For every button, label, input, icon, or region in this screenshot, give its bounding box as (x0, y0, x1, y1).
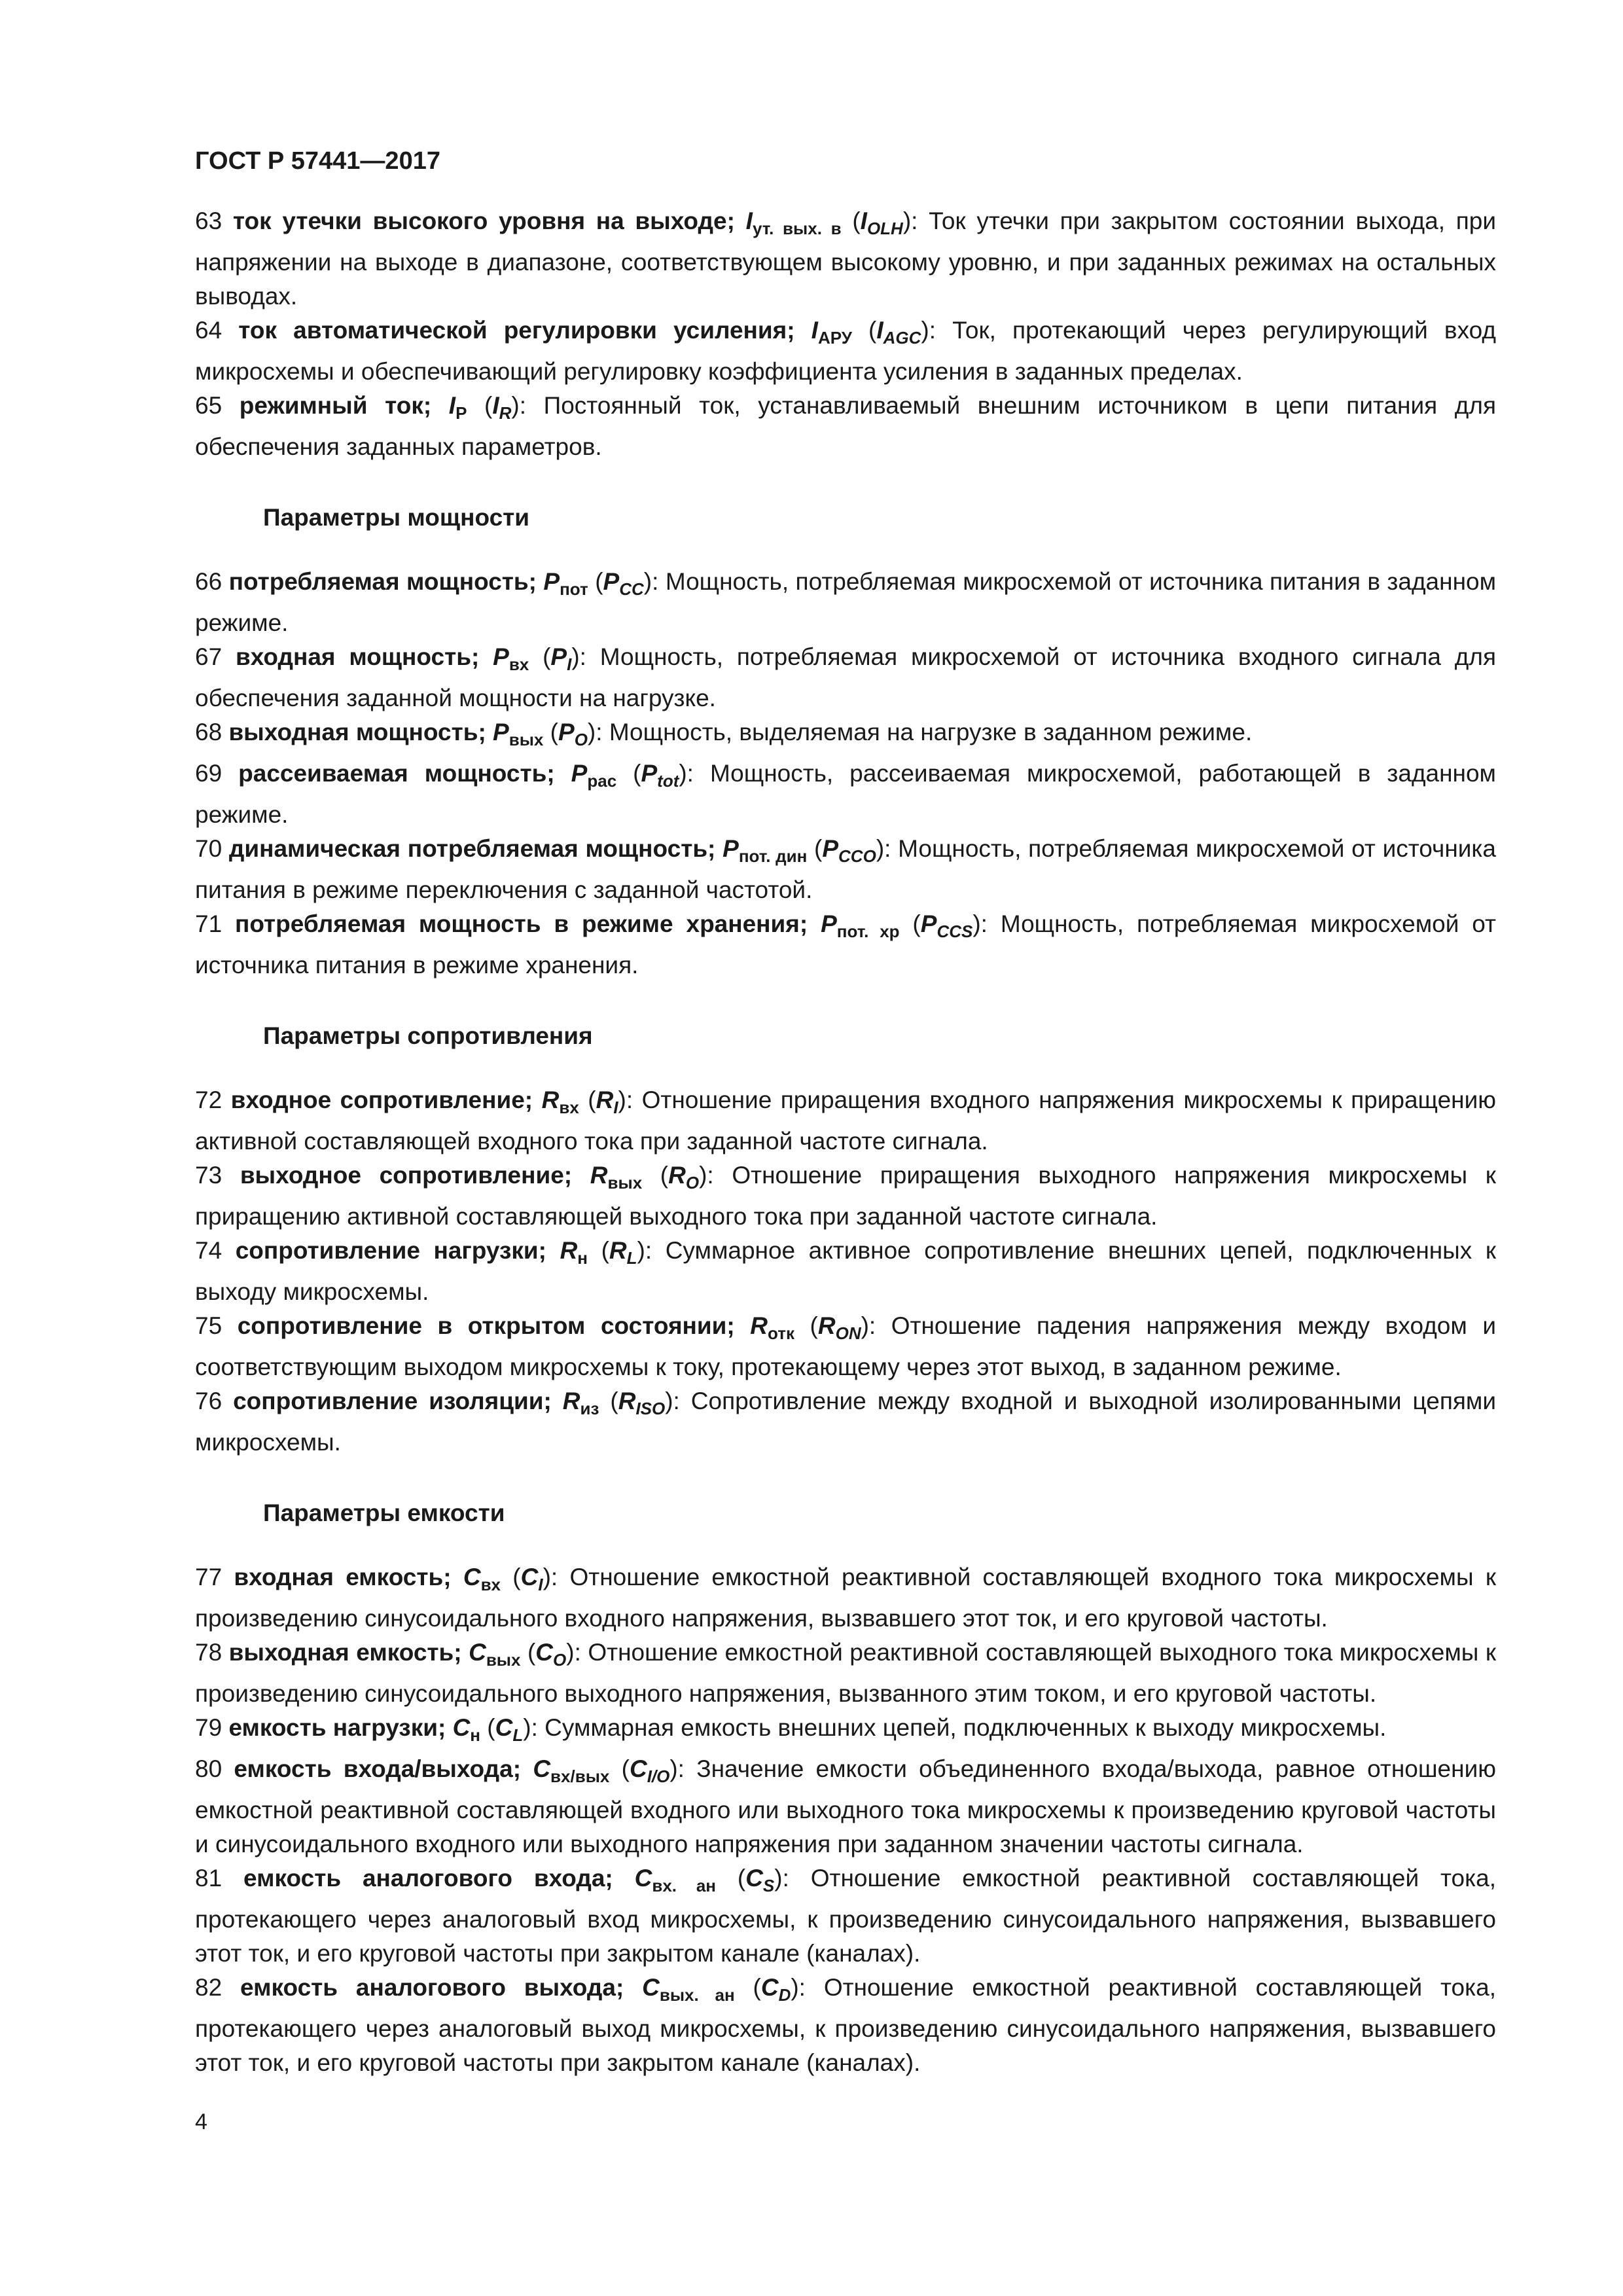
term-symbol: C (634, 1865, 652, 1892)
term-entry: 80 емкость входа/выхода; $C_{вх/вых}$ $(C_{I/O})$: Значение емкости объединенного входа/выхода, равное отношению емкостной реактивной составляющей входного или выходного тока микросхемы к произведению круговой частоты и синусоидального входного или выходного напряжения при заданном значении частоты сигнала. (195, 1755, 1496, 1857)
term-name: сопротивление нагрузки; (235, 1237, 546, 1264)
term-alt-subscript: O (574, 730, 588, 749)
term-name: емкость входа/выхода; (234, 1755, 522, 1782)
term-number: 78 (195, 1639, 223, 1666)
term-definition: Мощность, потребляемая микросхемой от источника питания в режиме хранения. (195, 910, 1496, 978)
term-entry: 82 емкость аналогового выхода; $C_{вых. ан}$ $(C_D)$: Отношение емкостной реактивной составляющей тока, протекающего через аналоговый выход микросхемы, к произведению синусоидального напряжения, вызвавшего этот ток, и его круговой частоты при закрытом канале (каналах). (195, 1974, 1496, 2076)
term-symbol-subscript: пот. хр (836, 922, 900, 941)
term-name: сопротивление в открытом состоянии; (237, 1312, 735, 1339)
term-alt-symbol: R (618, 1388, 636, 1414)
term-symbol-subscript: н (577, 1248, 588, 1268)
term-name: динамическая потребляемая мощность; (228, 835, 716, 862)
term-alt-subscript: tot (657, 771, 679, 791)
term-entry: 63 ток утечки высокого уровня на выходе; $I_{ут. вых. в}$ $(I_{OLH})$: Ток утечки при закрытом состоянии выхода, при напряжении на выходе в диапазоне, соответствующем высокому уровню, и при заданных режимах на остальных выводах. (195, 207, 1496, 310)
term-alt-subscript: I (567, 655, 572, 674)
term-entry: 77 входная емкость; $C_{вх}$ $(C_I)$: Отношение емкостной реактивной составляющей входного тока микросхемы к произведению синусоидального входного напряжения, вызвавшего этот ток, и его круговой частоты. (195, 1564, 1497, 1632)
term-definition: Отношение емкостной реактивной составляющей выходного тока микросхемы к произведению синусоидального выходного напряжения, вызванного этим током, и его круговой частоты. (195, 1639, 1497, 1707)
term-entry: 78 выходная емкость; $C_{вых}$ $(C_O)$: Отношение емкостной реактивной составляющей выходного тока микросхемы к произведению синусоидального выходного напряжения, вызванного этим током, и его круговой частоты. (195, 1639, 1497, 1707)
term-definition: Суммарное активное сопротивление внешних цепей, подключенных к выходу микросхемы. (195, 1237, 1497, 1305)
term-entry: 76 сопротивление изоляции; $R_{из}$ $(R_{ISO})$: Сопротивление между входной и выходной изолированными цепями микросхемы. (195, 1388, 1496, 1456)
term-name: ток автоматической регулировки усиления; (238, 317, 795, 344)
term-symbol: C (469, 1639, 486, 1666)
term-alt-symbol: P (603, 568, 620, 595)
term-symbol: C (533, 1755, 551, 1782)
term-name: ток утечки высокого уровня на выходе; (232, 207, 735, 234)
term-symbol-subscript: вх (559, 1098, 579, 1117)
term-alt-symbol: I (492, 392, 499, 419)
term-symbol-subscript: ут. вых. в (752, 219, 842, 238)
term-symbol-subscript: вых (486, 1650, 521, 1670)
term-entry: 66 потребляемая мощность; $P_{пот}$ $(P_{CC})$: Мощность, потребляемая микросхемой от источника питания в заданном режиме. (195, 568, 1497, 636)
term-symbol: C (452, 1714, 471, 1741)
term-alt-subscript: L (512, 1725, 524, 1745)
term-entry: 67 входная мощность; $P_{вх}$ $(P_I)$: Мощность, потребляемая микросхемой от источника входного сигнала для обеспечения заданной мощности на нагрузке. (195, 643, 1496, 711)
term-symbol: P (493, 643, 509, 670)
term-symbol: P (821, 910, 837, 937)
term-alt-symbol: P (550, 643, 567, 670)
document-header: ГОСТ Р 57441—2017 (195, 147, 440, 175)
term-number: 71 (195, 910, 223, 937)
term-name: входное сопротивление; (230, 1086, 533, 1113)
term-symbol-subscript: отк (768, 1323, 794, 1343)
term-number: 81 (195, 1865, 223, 1892)
term-number: 64 (195, 317, 223, 344)
term-definition: Мощность, потребляемая микросхемой от источника питания в заданном режиме. (195, 568, 1497, 636)
term-alt-subscript: D (778, 1985, 791, 2005)
term-name: емкость нагрузки; (228, 1714, 446, 1741)
term-alt-subscript: S (762, 1876, 775, 1895)
term-alt-symbol: R (817, 1312, 836, 1339)
term-definition: Ток, протекающий через регулирующий вход микросхемы и обеспечивающий регулировку коэффициента усиления в заданных пределах. (195, 317, 1497, 385)
term-definition: Отношение приращения входного напряжения микросхемы к приращению активной составляющей входного тока при заданной частоте сигнала. (195, 1086, 1497, 1155)
term-definition: Ток утечки при закрытом состоянии выхода, при напряжении на выходе в диапазоне, соответствующем высокому уровню, и при заданных режимах на остальных выводах. (195, 207, 1496, 310)
term-number: 63 (195, 207, 223, 234)
term-symbol: R (750, 1312, 768, 1339)
term-symbol: P (571, 760, 588, 787)
term-alt-symbol: I (860, 207, 867, 234)
term-number: 68 (195, 719, 223, 745)
term-symbol: I (745, 207, 753, 234)
term-entry: 65 режимный ток; $I_Р$ $(I_R)$: Постоянный ток, устанавливаемый внешним источником в цепи питания для обеспечения заданных параметров. (195, 392, 1496, 460)
term-alt-symbol: P (822, 835, 839, 862)
term-definition: Отношение приращения выходного напряжения микросхемы к приращению активной составляющей выходного тока при заданной частоте сигнала. (195, 1162, 1496, 1230)
term-definition: Постоянный ток, устанавливаемый внешним источником в цепи питания для обеспечения заданных параметров. (195, 392, 1496, 460)
term-number: 77 (195, 1564, 223, 1590)
term-alt-subscript: L (626, 1248, 637, 1268)
term-symbol: R (541, 1086, 560, 1113)
term-alt-subscript: AGC (883, 328, 921, 348)
term-symbol: C (463, 1564, 481, 1590)
term-definition: Отношение падения напряжения между входом и соответствующим выходом микросхемы к току, протекающему через этот выход, в заданном режиме. (195, 1312, 1497, 1380)
term-entry: 70 динамическая потребляемая мощность; $P_{пот. дин}$ $(P_{CCO})$: Мощность, потребляемая микросхемой от источника питания в режиме переключения с заданной частотой. (195, 835, 1497, 903)
term-name: режимный ток; (239, 392, 432, 419)
term-alt-subscript: ISO (635, 1399, 666, 1418)
term-symbol-subscript: пот. дин (738, 846, 808, 866)
term-name: входная емкость; (234, 1564, 452, 1590)
term-alt-symbol: C (520, 1564, 539, 1590)
term-number: 66 (195, 568, 223, 595)
term-alt-symbol: P (641, 760, 658, 787)
term-alt-symbol: C (495, 1714, 513, 1741)
term-name: потребляемая мощность в режиме хранения; (235, 910, 808, 937)
term-name: емкость аналогового входа; (243, 1865, 613, 1892)
term-number: 79 (195, 1714, 223, 1741)
term-number: 82 (195, 1974, 223, 2001)
term-symbol-subscript: Р (455, 403, 467, 423)
term-alt-symbol: R (596, 1086, 614, 1113)
term-symbol-subscript: н (470, 1725, 481, 1745)
section-title: Параметры емкости (263, 1499, 505, 1526)
term-number: 80 (195, 1755, 223, 1782)
term-alt-symbol: C (760, 1974, 779, 2001)
term-alt-symbol: R (609, 1237, 627, 1264)
term-alt-symbol: P (920, 910, 937, 937)
term-name: сопротивление изоляции; (233, 1388, 552, 1414)
term-entry: 69 рассеиваемая мощность; $P_{рас}$ $(P_{tot})$: Мощность, рассеиваемая микросхемой, работающей в заданном режиме. (195, 760, 1496, 828)
term-entry: 68 выходная мощность; $P_{вых}$ $(P_O)$: Мощность, выделяемая на нагрузке в заданном режиме. (195, 719, 1253, 749)
term-entry: 64 ток автоматической регулировки усиления; $I_{АРУ}$ $(I_{AGC})$: Ток, протекающий через регулирующий вход микросхемы и обеспечивающий регулировку коэффициента усиления в заданных пределах. (195, 317, 1497, 385)
term-definition: Сопротивление между входной и выходной изолированными цепями микросхемы. (195, 1388, 1496, 1456)
term-number: 67 (195, 643, 223, 670)
term-symbol-subscript: вых. ан (659, 1985, 735, 2005)
term-number: 75 (195, 1312, 223, 1339)
page-number: 4 (195, 2109, 207, 2134)
term-symbol-subscript: АРУ (817, 328, 852, 348)
term-definition: Мощность, выделяемая на нагрузке в заданном режиме. (609, 719, 1253, 745)
term-alt-symbol: P (558, 719, 575, 745)
term-symbol: R (562, 1388, 580, 1414)
term-symbol-subscript: из (580, 1399, 599, 1418)
term-alt-subscript: O (685, 1173, 700, 1193)
term-alt-subscript: I (538, 1575, 543, 1594)
term-alt-subscript: I (613, 1098, 618, 1117)
term-definition: Мощность, потребляемая микросхемой от источника питания в режиме переключения с заданной частотой. (195, 835, 1497, 903)
term-alt-subscript: CC (619, 579, 644, 599)
term-name: потребляемая мощность; (228, 568, 537, 595)
term-symbol: I (811, 317, 818, 344)
term-alt-subscript: R (499, 403, 512, 423)
term-name: емкость аналогового выхода; (240, 1974, 624, 2001)
term-number: 69 (195, 760, 223, 787)
term-alt-symbol: C (745, 1865, 763, 1892)
term-entry: 75 сопротивление в открытом состоянии; $R_{отк}$ $(R_{ON})$: Отношение падения напряжения между входом и соответствующим выходом микросхемы к току, протекающему через этот выход, в заданном режиме. (195, 1312, 1497, 1380)
term-name: рассеиваемая мощность; (238, 760, 555, 787)
term-alt-symbol: I (876, 317, 883, 344)
term-symbol-subscript: вых (508, 730, 544, 749)
section-title: Параметры сопротивления (263, 1022, 593, 1049)
term-number: 72 (195, 1086, 223, 1113)
term-name: входная мощность; (236, 643, 480, 670)
term-symbol: P (722, 835, 739, 862)
term-alt-symbol: R (668, 1162, 686, 1189)
term-name: выходная емкость; (228, 1639, 462, 1666)
term-symbol: P (493, 719, 509, 745)
term-entry: 74 сопротивление нагрузки; $R_н$ $(R_L)$: Суммарное активное сопротивление внешних цепей, подключенных к выходу микросхемы. (195, 1237, 1497, 1305)
term-number: 74 (195, 1237, 223, 1264)
term-symbol-subscript: вх (508, 655, 529, 674)
term-alt-subscript: CCS (936, 922, 973, 941)
term-symbol-subscript: пот (560, 579, 588, 599)
term-name: выходное сопротивление; (240, 1162, 573, 1189)
term-definition: Суммарная емкость внешних цепей, подключенных к выходу микросхемы. (544, 1714, 1387, 1741)
term-alt-subscript: CCO (838, 846, 876, 866)
term-number: 70 (195, 835, 223, 862)
term-definition: Отношение емкостной реактивной составляющей тока, протекающего через аналоговый выход микросхемы, к произведению синусоидального напряжения, вызвавшего этот ток, и его круговой частоты при закрытом канале (каналах). (195, 1974, 1496, 2076)
term-definition: Отношение емкостной реактивной составляющей тока, протекающего через аналоговый вход микросхемы, к произведению синусоидального напряжения, вызвавшего этот ток, и его круговой частоты при закрытом канале (каналах). (195, 1865, 1496, 1967)
term-name: выходная мощность; (228, 719, 486, 745)
term-entry: 72 входное сопротивление; $R_{вх}$ $(R_I)$: Отношение приращения входного напряжения микросхемы к приращению активной составляющей входного тока при заданной частоте сигнала. (195, 1086, 1497, 1155)
term-symbol: R (590, 1162, 608, 1189)
term-entry: 81 емкость аналогового входа; $C_{вх. ан}$ $(C_S)$: Отношение емкостной реактивной составляющей тока, протекающего через аналоговый вход микросхемы, к произведению синусоидального напряжения, вызвавшего этот ток, и его круговой частоты при закрытом канале (каналах). (195, 1865, 1496, 1967)
term-symbol-subscript: вх/вых (550, 1767, 610, 1786)
term-symbol-subscript: рас (587, 771, 617, 791)
term-entry: 79 емкость нагрузки; $C_н$ $(C_L)$: Суммарная емкость внешних цепей, подключенных к выходу микросхемы. (195, 1714, 1387, 1745)
term-entry: 73 выходное сопротивление; $R_{вых}$ $(R_O)$: Отношение приращения выходного напряжения микросхемы к приращению активной составляющей выходного тока при заданной частоте сигнала. (195, 1162, 1496, 1230)
term-alt-subscript: OLH (866, 219, 903, 238)
term-symbol: C (642, 1974, 660, 2001)
term-definition: Мощность, рассеиваемая микросхемой, работающей в заданном режиме. (195, 760, 1496, 828)
term-symbol: R (560, 1237, 578, 1264)
term-alt-subscript: O (553, 1650, 567, 1670)
term-symbol: P (543, 568, 560, 595)
term-symbol: I (448, 392, 456, 419)
term-symbol-subscript: вх (480, 1575, 501, 1594)
term-number: 73 (195, 1162, 223, 1189)
term-entry: 71 потребляемая мощность в режиме хранения; $P_{пот. хр}$ $(P_{CCS})$: Мощность, потребляемая микросхемой от источника питания в режиме хранения. (195, 910, 1496, 978)
term-number: 65 (195, 392, 223, 419)
term-definition: Значение емкости объединенного входа/выхода, равное отношению емкостной реактивной составляющей входного или выходного тока микросхемы к произведению круговой частоты и синусоидального входного или выходного напряжения при заданном значении частоты сигнала. (195, 1755, 1496, 1857)
section-title: Параметры мощности (263, 504, 530, 531)
term-alt-subscript: ON (835, 1323, 861, 1343)
term-alt-symbol: C (629, 1755, 647, 1782)
term-symbol-subscript: вых (607, 1173, 643, 1193)
term-number: 76 (195, 1388, 223, 1414)
term-symbol-subscript: вх. ан (652, 1876, 716, 1895)
document-page (195, 145, 1496, 2080)
term-definition: Отношение емкостной реактивной составляющей входного тока микросхемы к произведению синусоидального входного напряжения, вызвавшего этот ток, и его круговой частоты. (195, 1564, 1497, 1632)
term-definition: Мощность, потребляемая микросхемой от источника входного сигнала для обеспечения заданной мощности на нагрузке. (195, 643, 1496, 711)
term-alt-subscript: I/O (647, 1767, 670, 1786)
document-body (195, 204, 1496, 2080)
term-alt-symbol: C (535, 1639, 554, 1666)
